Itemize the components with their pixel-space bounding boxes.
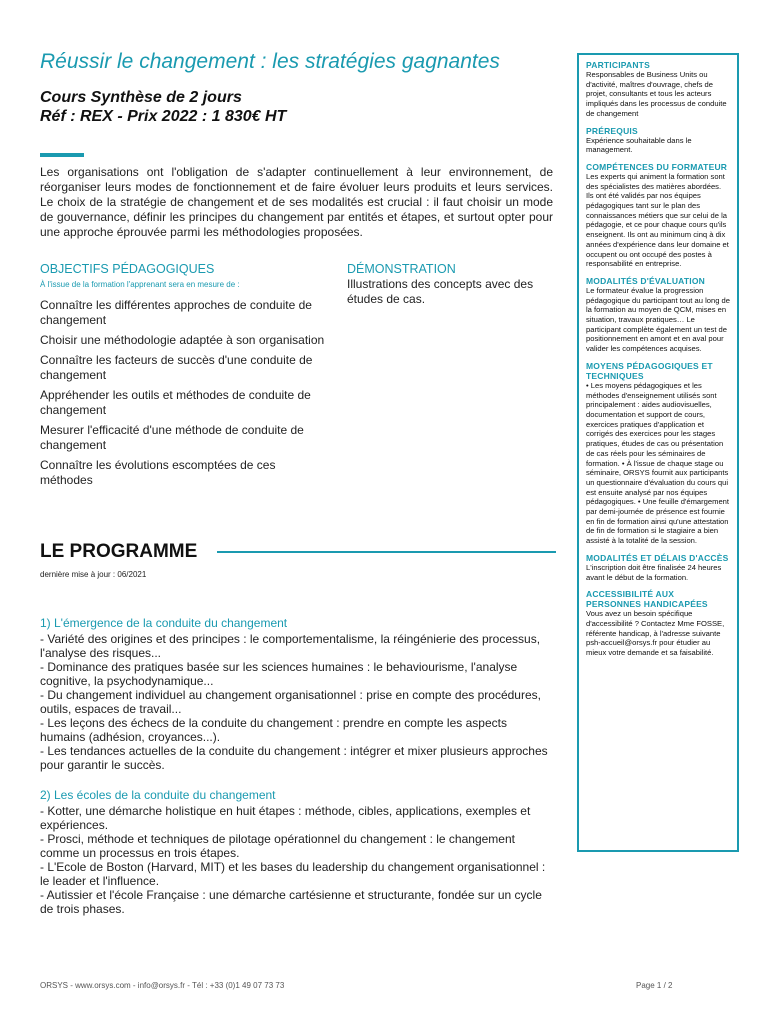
sidebar-text: Le formateur évalue la progression pédagogique du participant tout au long de la formation au moyen de QCM, mises en situation, travaux pratiques… Le participant complète également un test de positionnement en amont et en aval pour valider les compétences acquises.	[586, 285, 730, 354]
demonstration-heading: DÉMONSTRATION	[347, 262, 456, 276]
sidebar-accessibility	[586, 589, 730, 658]
sidebar-heading: PRÉREQUIS	[586, 125, 638, 136]
programme-item: - Dominance des pratiques basée sur les sciences humaines : le behaviourisme, l'analyse cognitive, la psychodynamique...	[40, 660, 518, 688]
programme-update-date: dernière mise à jour : 06/2021	[40, 570, 147, 579]
sidebar-trainer-skills	[586, 162, 730, 269]
objective-item: Appréhender les outils et méthodes de conduite de changement	[40, 388, 311, 417]
sidebar-heading: MODALITÉS ET DÉLAIS D'ACCÈS	[586, 552, 729, 563]
sidebar-text: Les experts qui animent la formation sont des spécialistes des matières abordées. Ils ont été validés par nos équipes pédagogiques tant sur le plan des connaissances métiers que sur celui de la pédagogie, et ce pour chaque cours qu'ils enseignent. Ils ont au minimum cinq à dix années d'expérience dans leur domaine et occupent ou ont occupé des postes à responsabilité en entreprise.	[586, 171, 729, 269]
programme-item: - Les tendances actuelles de la conduite du changement : intégrer et mixer plusieurs approches pour garantir le succès.	[40, 744, 548, 772]
programme-item: - Les leçons des échecs de la conduite du changement : prendre en compte les aspects humains (adhésion, croyances...).	[40, 716, 507, 744]
sidebar-teaching-means	[586, 361, 730, 546]
programme-title: LE PROGRAMME	[40, 541, 198, 562]
accent-bar	[40, 153, 84, 157]
sidebar-participants	[586, 60, 730, 119]
programme-item: - Du changement individuel au changement organisationnel : prise en compte des procédures, outils, espaces de travail...	[40, 688, 541, 716]
programme-item: - Prosci, méthode et techniques de pilotage opérationnel du changement : le changement comme un processus en trois étapes.	[40, 832, 515, 860]
objective-item: Connaître les facteurs de succès d'une conduite de changement	[40, 353, 313, 382]
course-subtitle	[40, 88, 286, 126]
sidebar-text: Responsables de Business Units ou d'activité, maîtres d'ouvrage, chefs de projet, consultants et tous les acteurs impliqués dans les processus de conduite de changement	[586, 70, 727, 118]
course-title: Réussir le changement : les stratégies gagnantes	[40, 50, 500, 73]
sidebar-text: • Les moyens pédagogiques et les méthodes d'enseignement utilisés sont principalement : aides audiovisuelles, documentation et support de cours, exercices pratiques d'application et corrigés des exercices pour les stages pratiques, études de cas ou présentation de cas réels pour les séminaires de formation. • À l'issue de chaque stage ou séminaire, ORSYS fournit aux participants un questionnaire d'évaluation du cours qui est ensuite analysé par nos équipes pédagogiques. • Une feuille d'émargement par demi-journée de présence est fournie en fin de formation ainsi qu'une attestation de fin de formation si le stagiaire a bien assisté à la totalité de la session.	[586, 380, 729, 546]
programme-section-2	[40, 788, 555, 916]
objective-item: Choisir une méthodologie adaptée à son organisation	[40, 333, 325, 347]
programme-section-list	[40, 632, 555, 772]
sidebar-text: Expérience souhaitable dans le management.	[586, 135, 692, 155]
programme-item: - Variété des origines et des principes : le comportementalisme, la réingénierie des processus, l'analyse des risques...	[40, 632, 541, 660]
objective-item: Connaître les différentes approches de conduite de changement	[40, 298, 312, 327]
sidebar-access	[586, 553, 730, 582]
sidebar-heading: COMPÉTENCES DU FORMATEUR	[586, 161, 728, 172]
programme-item: - Autissier et l'école Française : une démarche cartésienne et structurante, fondée sur un cycle de trois phases.	[40, 888, 542, 916]
programme-section-title: 2) Les écoles de la conduite du changement	[40, 788, 276, 802]
objectives-subheading: À l'issue de la formation l'apprenant sera en mesure de :	[40, 280, 240, 289]
course-duration: Cours Synthèse de 2 jours	[40, 89, 242, 106]
programme-item: - L'Ecole de Boston (Harvard, MIT) et les bases du leadership du changement organisationnel : le leader et l'influence.	[40, 860, 546, 888]
sidebar-heading: MODALITÉS D'ÉVALUATION	[586, 275, 705, 286]
programme-rule	[217, 551, 556, 553]
sidebar-evaluation	[586, 276, 730, 354]
sidebar-heading: PARTICIPANTS	[586, 60, 650, 70]
programme-section-list	[40, 804, 555, 916]
info-sidebar	[577, 53, 739, 852]
objectives-list	[40, 298, 330, 493]
sidebar-heading: MOYENS PÉDAGOGIQUES ET TECHNIQUES	[586, 360, 713, 381]
objective-item: Mesurer l'efficacité d'une méthode de conduite de changement	[40, 423, 304, 452]
sidebar-text: Vous avez un besoin spécifique d'accessibilité ? Contactez Mme FOSSE, référente handicap, à l'adresse suivante psh-accueil@orsys.fr pour étudier au mieux votre demande et sa faisabilité.	[586, 609, 725, 658]
programme-item: - Kotter, une démarche holistique en huit étapes : méthode, cibles, applications, exemples et expériences.	[40, 804, 531, 832]
sidebar-text: L'inscription doit être finalisée 24 heures avant le début de la formation.	[586, 562, 722, 582]
programme-section-1	[40, 616, 555, 772]
footer-page-number: Page 1 / 2	[636, 981, 673, 990]
demonstration-text: Illustrations des concepts avec des études de cas.	[347, 277, 534, 306]
sidebar-prerequisites	[586, 126, 730, 155]
footer-contact: ORSYS - www.orsys.com - info@orsys.fr - Tél : +33 (0)1 49 07 73 73	[40, 981, 285, 990]
programme-section-title: 1) L'émergence de la conduite du changement	[40, 616, 288, 630]
intro-paragraph: Les organisations ont l'obligation de s'adapter continuellement à leur environnement, de réorganiser leurs modes de fonctionnement et de faire évoluer leurs produits et leurs services. Le choix de la stratégie de changement et de ses modalités est crucial : il faut choisir un mode de gouvernance, définir les principes du changement par entités et étapes, et surtout opter pour une approche éprouvée parmi les méthodologies proposées.	[40, 165, 553, 239]
objectives-heading: OBJECTIFS PÉDAGOGIQUES	[40, 262, 215, 276]
course-reference-price: Réf : REX - Prix 2022 : 1 830€ HT	[40, 108, 287, 125]
sidebar-heading: ACCESSIBILITÉ AUX PERSONNES HANDICAPÉES	[586, 589, 708, 610]
objective-item: Connaître les évolutions escomptées de ces méthodes	[40, 458, 276, 487]
